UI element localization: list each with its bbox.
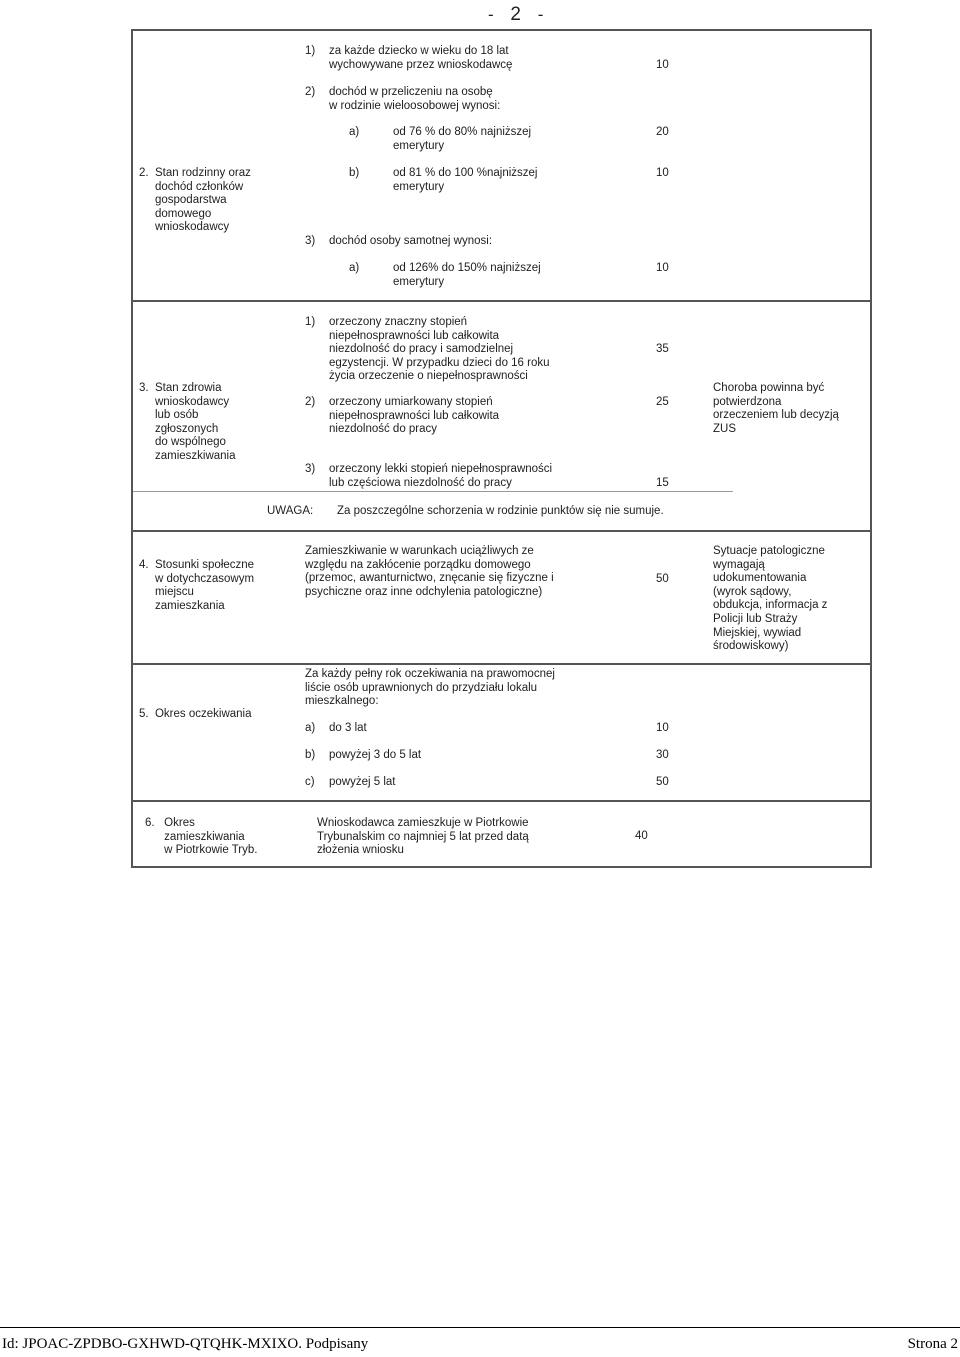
sec3-item2-text: orzeczony umiarkowany stopień niepełnosprawności lub całkowita niezdolność do pracy (329, 396, 500, 436)
sec2-item2-num: 2) (305, 86, 316, 98)
sec6-title: 6. Okres zamieszkiwania w Piotrkowie Tryb. (145, 817, 258, 857)
sec4-title: 4. Stosunki społeczne w dotychczasowym miejscu zamieszkania (139, 559, 255, 612)
uwaga-divider (133, 491, 733, 492)
sec2-title: 2. Stan rodzinny oraz dochód członków gospodarstwa domowego wnioskodawcy (139, 167, 251, 234)
sec3-item1-num: 1) (305, 316, 316, 328)
sec4-text: Zamieszkiwanie w warunkach uciążliwych ze względu na zakłócenie porządku domowego (przemoc, awanturnictwo, znęcanie się fizyczne i psychiczne oraz inne odchylenia patologiczne) (305, 545, 554, 598)
sec5-a-text: do 3 lat (329, 722, 367, 734)
sec5-a-num: a) (305, 722, 316, 734)
sec5-b-points: 30 (656, 749, 669, 761)
sec5-intro: Za każdy pełny rok oczekiwania na prawomocnej liście osób uprawnionych do przydziału lokalu mieszkalnego: (305, 668, 555, 708)
row-divider (133, 800, 870, 802)
sec5-a-points: 10 (656, 722, 669, 734)
criteria-table (131, 29, 872, 868)
sec3-item3-points: 15 (656, 477, 669, 489)
sec2-item2a-points: 20 (656, 126, 669, 138)
sec3-note: Choroba powinna być potwierdzona orzeczeniem lub decyzją ZUS (713, 382, 839, 435)
sec2-item1-points: 10 (656, 59, 669, 71)
sec2-item2-text: dochód w przeliczeniu na osobę w rodzinie wieloosobowej wynosi: (329, 86, 501, 112)
sec3-item1-points: 35 (656, 343, 669, 355)
sec3-title: 3. Stan zdrowia wnioskodawcy lub osób zgłoszonych do wspólnego zamieszkiwania (139, 382, 236, 462)
sec2-item2a-text: od 76 % do 80% najniższej emerytury (393, 126, 532, 152)
sec5-c-num: c) (305, 776, 315, 788)
sec2-item3-text: dochód osoby samotnej wynosi: (329, 235, 493, 247)
page-number: Strona 2 (907, 1336, 958, 1352)
sec2-item2b-points: 10 (656, 167, 669, 179)
sec6-text: Wnioskodawca zamieszkuje w Piotrkowie Trybunalskim co najmniej 5 lat przed datą złożenia wniosku (317, 817, 529, 857)
sec4-note: Sytuacje patologiczne wymagają udokumentowania (wyrok sądowy, obdukcja, informacja z Policji lub Straży Miejskiej, wywiad środowiskowy) (713, 545, 828, 653)
sec4-points: 50 (656, 573, 669, 585)
sec5-b-num: b) (305, 749, 316, 761)
page-marker (488, 4, 549, 26)
sec2-item2b-text: od 81 % do 100 %najniższej emerytury (393, 167, 538, 193)
document-footer (0, 1327, 960, 1352)
sec6-points: 40 (635, 830, 648, 842)
page-marker-dash: - (488, 5, 500, 24)
sec3-item2-points: 25 (656, 396, 669, 408)
row-divider (133, 530, 870, 532)
sec2-item1-text: za każde dziecko w wieku do 18 lat wychowywane przez wnioskodawcę (329, 45, 513, 71)
page-marker-dash: - (537, 5, 550, 24)
sec2-item2a-num: a) (349, 126, 360, 138)
sec5-c-points: 50 (656, 776, 669, 788)
sec2-item3a-points: 10 (656, 262, 669, 274)
sec2-item3a-num: a) (349, 262, 360, 274)
sec2-item3a-text: od 126% do 150% najniższej emerytury (393, 262, 541, 288)
row-divider (133, 663, 870, 665)
row-divider (133, 300, 870, 302)
uwaga-text: Za poszczególne schorzenia w rodzinie punktów się nie sumuje. (337, 505, 664, 517)
sec5-b-text: powyżej 3 do 5 lat (329, 749, 422, 761)
uwaga-label: UWAGA: (267, 505, 314, 517)
sec3-item3-text: orzeczony lekki stopień niepełnosprawności lub częściowa niezdolność do pracy (329, 463, 553, 489)
sec3-item1-text: orzeczony znaczny stopień niepełnosprawności lub całkowita niezdolność do pracy i samodzielnej egzystencji. W przypadku dzieci do 16 roku życia orzeczenie o niepełnosprawności (329, 316, 550, 383)
sec2-item1-num: 1) (305, 45, 316, 57)
sec2-item2b-num: b) (349, 167, 360, 179)
sec5-c-text: powyżej 5 lat (329, 776, 396, 788)
sec3-item2-num: 2) (305, 396, 316, 408)
sec5-title: 5. Okres oczekiwania (139, 708, 252, 720)
page-marker-number: 2 (510, 4, 527, 25)
sec3-item3-num: 3) (305, 463, 316, 475)
document-id: Id: JPOAC-ZPDBO-GXHWD-QTQHK-MXIXO. Podpisany (2, 1336, 369, 1352)
sec2-item3-num: 3) (305, 235, 316, 247)
